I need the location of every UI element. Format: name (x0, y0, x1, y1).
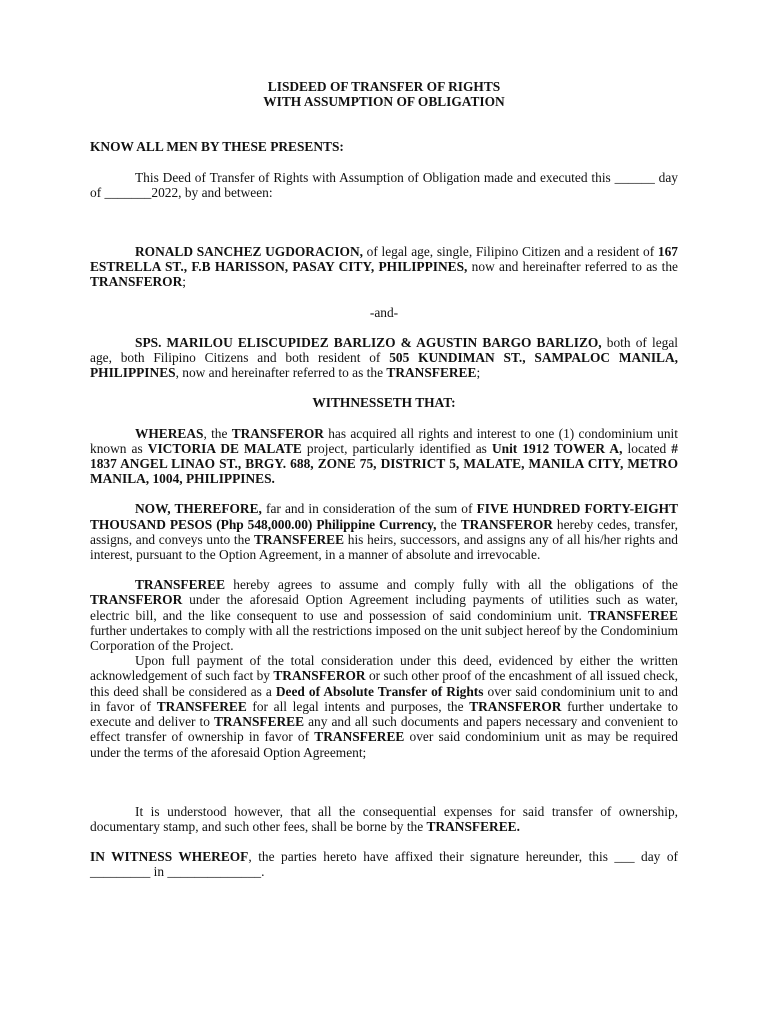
text-segment: has acquired all rights and interest to one (1) condominium unit known as (90, 425, 678, 456)
text-segment: , the (203, 425, 232, 441)
intro-text: This Deed of Transfer of Rights with Assumption of Obligation made and executed this ______ day of _______2022, by and between: (90, 169, 678, 200)
text-segment: over said condominium unit to and in favor of (90, 683, 678, 714)
unit-identifier: Unit 1912 TOWER A, (491, 440, 623, 456)
text-segment: of legal age, single, Filipino Citizen and a resident of (362, 244, 658, 260)
bold-text: NOW, THEREFORE, (135, 501, 262, 517)
text-segment: ; (476, 365, 481, 381)
text-segment: the (436, 516, 461, 532)
bold-text: TRANSFEROR (460, 516, 553, 532)
text-segment: project, particularly identified as (301, 440, 492, 456)
text-segment: or such other proof of the encashment of all issued check, this deed shall be considered as a (90, 668, 678, 699)
assumption-paragraph (90, 577, 678, 653)
text-segment: hereby cedes, transfer, assigns, and conveys unto the (90, 516, 679, 547)
bold-text: TRANSFEROR (273, 668, 366, 684)
consideration-amount: FIVE HUNDRED FORTY-EIGHT THOUSAND PESOS (Php 548,000.00) Philippine Currency, (90, 501, 679, 532)
bold-text: TRANSFEREE (214, 714, 305, 730)
text-segment: any and all such documents and papers necessary and convenient to effect transfer of ownership in favor of (90, 714, 678, 745)
transferee-paragraph (90, 335, 678, 381)
text-segment: Upon full payment of the total consideration under this deed, evidenced by either the written acknowledgement of such fact by (90, 653, 678, 684)
document-title-line2: WITH ASSUMPTION OF OBLIGATION (263, 94, 505, 110)
bold-text: TRANSFEROR (469, 698, 562, 714)
transferee-address: 505 KUNDIMAN ST., SAMPALOC MANILA, PHILIPPINES (90, 350, 678, 381)
bold-text: TRANSFEREE. (426, 818, 520, 834)
bold-text: TRANSFEREE (135, 577, 226, 593)
transferor-name: RONALD SANCHEZ UGDORACION, (135, 244, 363, 260)
witnesseth-heading (90, 395, 678, 410)
property-address: # 1837 ANGEL LINAO ST., BRGY. 688, ZONE 75, DISTRICT 5, MALATE, MANILA CITY, METRO MANILA, 1004, PHILIPPINES. (90, 440, 678, 487)
transferor-address: 167 ESTRELLA ST., F.B HARISSON, PASAY CITY, PHILIPPINES, (90, 244, 678, 275)
bold-text: TRANSFEROR (231, 425, 324, 441)
bold-text: TRANSFEREE (314, 729, 405, 745)
bold-text: TRANSFEROR (90, 592, 183, 608)
transferee-role: TRANSFEREE (386, 365, 477, 381)
intro-paragraph (90, 170, 678, 200)
witness-whereof-paragraph (90, 849, 678, 879)
bold-text: IN WITNESS WHEREOF (90, 849, 249, 865)
expenses-paragraph (90, 804, 678, 834)
text-segment: under the aforesaid Option Agreement including payments of utilities such as water, electric bill, and the like consequent to use and possession of said condominium unit. (90, 592, 678, 623)
bold-text: TRANSFEREE (587, 607, 678, 623)
text-segment: far and in consideration of the sum of (261, 501, 477, 517)
text-segment: located (622, 440, 672, 456)
bold-text: TRANSFEREE (156, 698, 247, 714)
now-therefore-paragraph (90, 501, 678, 562)
transferee-names: SPS. MARILOU ELISCUPIDEZ BARLIZO & AGUSTIN BARGO BARLIZO, (135, 334, 602, 350)
text-segment: hereby agrees to assume and comply fully with all the obligations of the (225, 577, 678, 593)
document-title-line1: LISDEED OF TRANSFER OF RIGHTS (267, 79, 501, 94)
text-segment: ; (182, 274, 186, 290)
text-segment: both of legal age, both Filipino Citizens and both resident of (90, 334, 678, 366)
text-segment: further undertakes to comply with all the restrictions imposed on the unit subject hereof by the Condominium Corporation of the Project. (90, 622, 678, 654)
bold-text: WHEREAS (135, 425, 204, 441)
transferor-role: TRANSFEROR (90, 274, 183, 290)
and-separator: -and- (369, 304, 399, 320)
text-segment: , now and hereinafter referred to as the (175, 365, 387, 381)
whereas-paragraph (90, 426, 678, 487)
text-segment: over said condominium unit as may be required under the terms of the aforesaid Option Agreement; (90, 729, 678, 760)
text-segment: further undertake to execute and deliver to (90, 698, 679, 730)
text-segment: , the parties hereto have affixed their signature hereunder, this ___ day of _________ in ______________. (90, 849, 678, 880)
witnesseth-text: WITHNESSETH THAT: (312, 395, 456, 411)
bold-text: TRANSFEREE (254, 531, 345, 547)
project-name: VICTORIA DE MALATE (147, 440, 302, 456)
transferor-paragraph (90, 244, 678, 290)
payment-paragraph (90, 653, 678, 759)
know-all-heading: KNOW ALL MEN BY THESE PRESENTS: (90, 139, 344, 155)
text-segment: for all legal intents and purposes, the (246, 698, 470, 714)
deed-type: Deed of Absolute Transfer of Rights (275, 683, 484, 699)
text-segment: It is understood however, that all the consequential expenses for said transfer of ownership, documentary stamp, and such other fees, shall be borne by the (90, 803, 678, 834)
document-page (90, 79, 678, 880)
text-segment: now and hereinafter referred to as the (467, 259, 679, 275)
text-segment: his heirs, successors, and assigns any of all his/her rights and interest, pursuant to the Option Agreement, in a manner of absolute and irrevocable. (90, 531, 678, 563)
